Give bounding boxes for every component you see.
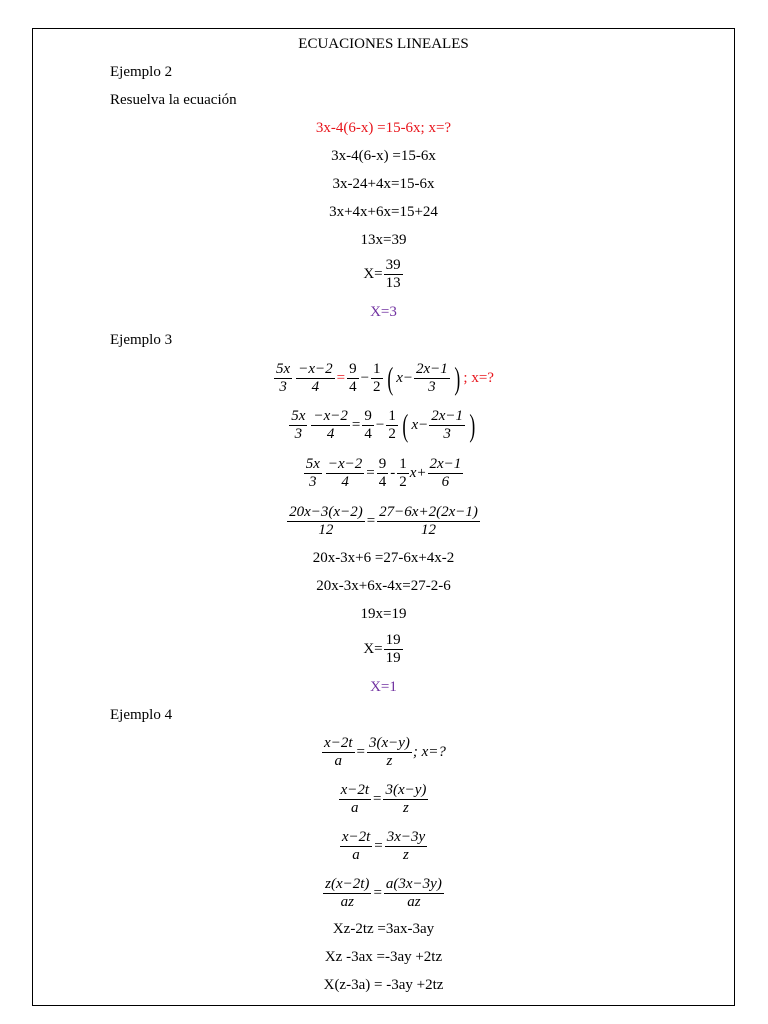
example-3-equation: $\frac{5x}{3}$ $\frac{-x-2}{4}$ = $\frac{9}{4}$ − $\frac{1}{2}$ ( x− $\frac{2x-1}{3}$ ) ; x=? <box>276 360 494 396</box>
example-2-heading: Ejemplo 2 <box>110 64 173 80</box>
fraction-denominator: z <box>403 799 409 816</box>
minus-sign: − <box>375 416 385 433</box>
fraction-denominator: 4 <box>378 473 387 490</box>
fraction-denominator: 2 <box>399 473 407 490</box>
fraction-numerator: x−2t <box>340 781 370 798</box>
fraction-numerator: 9 <box>378 455 387 472</box>
fraction-numerator: 1 <box>399 455 407 472</box>
fraction-denominator: 4 <box>364 425 372 442</box>
example-2-answer: X=3 <box>370 304 397 320</box>
fraction-numerator: 1 <box>388 407 396 424</box>
fraction-numerator: 9 <box>364 407 372 424</box>
fraction-denominator: z <box>403 846 409 863</box>
fraction-numerator: 19 <box>385 631 401 648</box>
fraction-numerator: x−2t <box>341 828 371 845</box>
minus-sign: - <box>390 464 396 481</box>
example-4-step-2 <box>32 826 735 866</box>
fraction-denominator: 4 <box>341 473 349 490</box>
fraction-lhs: X= <box>363 640 383 657</box>
example-3-heading: Ejemplo 3 <box>110 332 173 348</box>
example-3-answer: X=1 <box>370 679 397 695</box>
fraction-numerator: 5x <box>305 455 320 472</box>
fraction-denominator: a <box>351 799 359 816</box>
example-3-step-2 <box>32 453 735 493</box>
fraction-denominator: 6 <box>441 473 450 490</box>
example-4-step-3 <box>32 873 735 913</box>
fraction-numerator: z(x−2t) <box>325 875 370 892</box>
fraction-numerator: 2x−1 <box>429 455 462 472</box>
inner-term: x− <box>396 369 413 386</box>
fraction-lhs: X= <box>363 265 383 282</box>
example-3-step-6: 19x=19 <box>360 606 407 622</box>
fraction-numerator: −x−2 <box>327 455 363 472</box>
fraction-numerator: 39 <box>385 256 401 273</box>
fraction <box>384 632 403 667</box>
fraction-denominator: 2 <box>373 378 381 395</box>
fraction-denominator: az <box>407 893 421 910</box>
fraction-denominator: 4 <box>349 378 357 395</box>
page-title: ECUACIONES LINEALES <box>298 36 469 52</box>
fraction-denominator: 13 <box>385 274 401 291</box>
example-2-fraction-step <box>32 256 735 292</box>
example-2-step-1: 3x-4(6-x) =15-6x <box>331 148 436 164</box>
fraction-numerator: x−2t <box>324 734 353 751</box>
example-3-step-5: 20x-3x+6x-4x=27-2-6 <box>316 578 451 594</box>
fraction-numerator: 5x <box>276 360 291 377</box>
fraction-numerator: −x−2 <box>298 360 333 377</box>
fraction-numerator: 20x−3(x−2) <box>289 503 363 520</box>
equals-sign: = <box>373 884 382 901</box>
example-3-step-4: 20x-3x+6 =27-6x+4x-2 <box>312 550 455 566</box>
fraction-numerator: 3(x−y) <box>385 781 427 798</box>
example-4-step-5: Xz -3ax =-3ay +2tz <box>324 949 443 965</box>
equals-sign: = <box>356 743 365 760</box>
fraction-denominator: az <box>340 893 354 910</box>
example-3-step-1: $\frac{5x}{3}$ $\frac{-x-2}{4}$ = $\frac{9}{4}$ − $\frac{1}{2}$ ( x− $\frac{2x-1}{3}$ ) <box>291 407 476 443</box>
example-2-step-3: 3x+4x+6x=15+24 <box>329 204 438 220</box>
fraction-numerator: 1 <box>373 360 381 377</box>
fraction-denominator: 3 <box>309 473 317 490</box>
example-4-equation <box>32 732 735 772</box>
fraction-denominator: 4 <box>326 425 335 442</box>
fraction-denominator: a <box>352 846 360 863</box>
fraction-numerator: 3x−3y <box>386 828 426 845</box>
example-4-step-1 <box>32 779 735 819</box>
query-text: ; x=? <box>412 743 446 760</box>
x-term: x+ <box>409 464 427 481</box>
example-3-step-3 <box>32 501 735 541</box>
example-4-step-6: X(z-3a) = -3ay +2tz <box>323 977 444 993</box>
fraction-numerator: −x−2 <box>313 407 348 424</box>
example-3-fraction-step <box>32 630 735 668</box>
fraction-denominator: 12 <box>318 521 334 538</box>
minus-sign: − <box>360 369 370 386</box>
equals-sign: = <box>336 369 346 386</box>
query-text: ; x=? <box>463 369 494 386</box>
equals-sign: = <box>351 416 361 433</box>
fraction-denominator: 2 <box>388 425 396 442</box>
fraction-denominator: 4 <box>311 378 320 395</box>
example-2-intro: Resuelva la ecuación <box>110 92 237 108</box>
fraction-numerator: 2x−1 <box>415 360 448 377</box>
example-2-step-4: 13x=39 <box>360 232 407 248</box>
fraction-denominator: 3 <box>279 378 287 395</box>
equals-sign: = <box>366 464 375 481</box>
fraction-denominator: z <box>386 752 393 769</box>
equals-sign: = <box>373 790 382 807</box>
example-4-step-4: Xz-2tz =3ax-3ay <box>332 921 435 937</box>
fraction-denominator: 12 <box>421 521 436 538</box>
example-4-heading: Ejemplo 4 <box>110 707 173 723</box>
fraction-denominator: 19 <box>385 649 401 666</box>
inner-term: x− <box>411 416 429 433</box>
fraction-numerator: 3(x−y) <box>368 734 410 751</box>
fraction-numerator: 5x <box>291 407 306 424</box>
fraction-numerator: 27−6x+2(2x−1) <box>379 503 478 520</box>
fraction-denominator: 3 <box>428 378 436 395</box>
fraction <box>384 257 403 292</box>
fraction-denominator: a <box>334 752 343 769</box>
equals-sign: = <box>366 512 376 529</box>
example-2-equation: 3x-4(6-x) =15-6x; x=? <box>315 120 452 136</box>
example-2-step-2: 3x-24+4x=15-6x <box>332 176 435 192</box>
fraction-numerator: 2x−1 <box>431 407 464 424</box>
fraction-denominator: 3 <box>443 425 451 442</box>
equals-sign: = <box>374 837 383 854</box>
fraction-numerator: 9 <box>349 360 357 377</box>
fraction-denominator: 3 <box>294 425 303 442</box>
fraction-numerator: a(3x−3y) <box>385 875 442 892</box>
